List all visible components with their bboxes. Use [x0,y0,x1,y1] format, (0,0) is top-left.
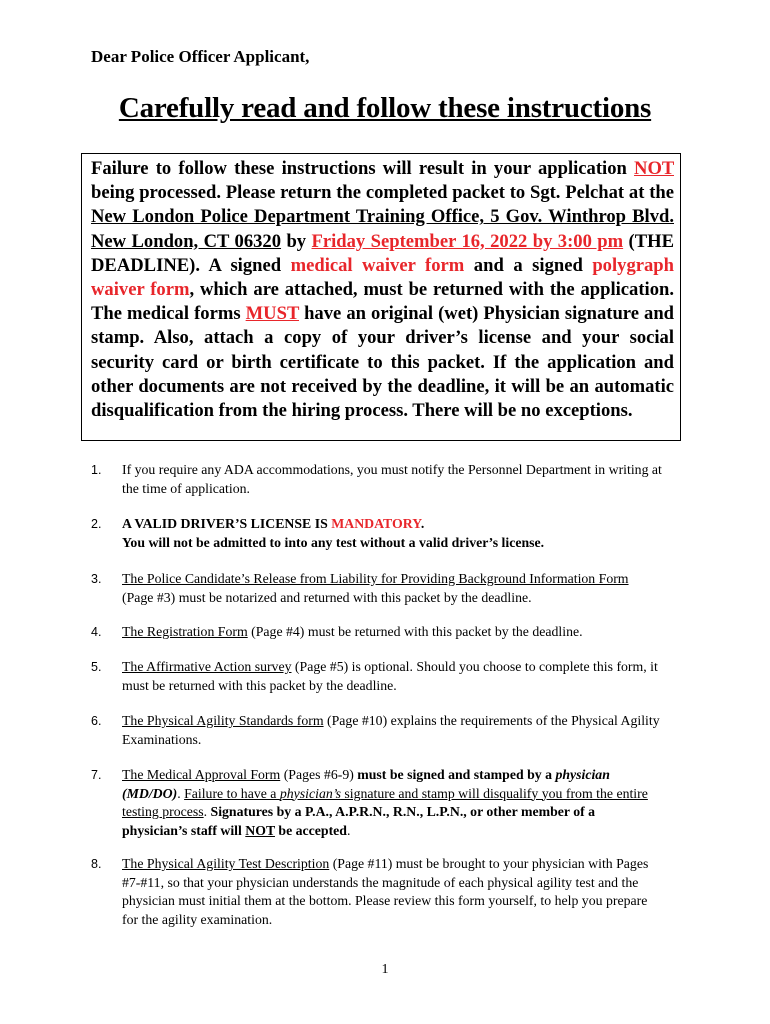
list-item-text [122,766,662,840]
notice-s5: and a signed [464,254,593,276]
license-line2: You will not be admitted to into any test without a valid driver’s license. [122,534,545,550]
physician-emphasis: physician (MD/DO) [122,767,610,801]
list-number: 7. [91,768,102,782]
list-number: 6. [91,714,102,728]
notice-s7: have an original (wet) Physician signature and stamp. Also, attach a copy of your driver’s license and your social security card or birth certificate to this packet. If the application and other documents are not received by the deadline, it will be an automatic disqualification from the hiring process. There will be no exceptions. [91,303,674,422]
affirmative-survey-title: The Affirmative Action survey [122,659,292,674]
disqualify-text: signature and stamp will disqualify you from the entire testing process [122,785,648,819]
mandatory-emphasis: MANDATORY [331,516,421,531]
list-number: 3. [91,572,102,586]
notice-medical-waiver: medical waiver form [290,254,465,276]
accepted-text: be accepted [274,822,347,838]
agility-description-text: (Page #11) must be brought to your physician with Pages #7-#11, so that your physician understands the magnitude of each physical agility test and the physician must initial them at the bottom. Please review this form yourself, to help you prepare for the agility examination. [122,856,649,927]
notice-text [91,154,674,423]
greeting: Dear Police Officer Applicant, [91,47,310,66]
registration-form-text: (Page #4) must be returned with this packet by the deadline. [247,624,583,639]
medical-approval-title: The Medical Approval Form [122,767,281,782]
list-item-text: If you require any ADA accommodations, you must notify the Personnel Department in writing at the time of application. [122,462,662,496]
list-item-text [122,623,662,642]
license-period: . [420,516,425,531]
list-item-text [122,712,662,749]
list-number: 4. [91,625,102,639]
page-number: 1 [381,962,389,977]
release-form-text: (Page #3) must be notarized and returned with this packet by the deadline. [122,589,532,605]
agility-standards-text: (Page #10) explains the requirements of the Physical Agility Examinations. [122,713,660,747]
list-item-text [122,570,662,607]
page-title: Carefully read and follow these instructions [118,92,652,124]
notice-s4: (THE DEADLINE). A signed [91,230,675,276]
release-form-title: The Police Candidate’s Release from Liability for Providing Background Information Form [122,571,629,586]
physicians-emphasis: physician’s [279,785,341,801]
notice-s2: being processed. Please return the completed packet to Sgt. Pelchat at the [91,182,674,204]
notice-polygraph-waiver: polygraph waiver form [91,254,674,301]
notice-s6: , which are attached, must be returned with the application. The medical forms [91,279,674,325]
notice-not-emphasis: NOT [634,158,674,179]
notice-s1: Failure to follow these instructions will result in your application [91,158,635,179]
list-item-text [122,658,662,695]
list-number: 1. [91,463,102,477]
notice-deadline: Friday September 16, 2022 by 3:00 pm [311,230,624,252]
list-number: 8. [91,857,102,871]
agility-description-title: The Physical Agility Test Description [122,856,330,871]
list-number: 2. [91,517,102,531]
notice-box [81,153,681,441]
failure-text: Failure to have a [184,785,280,801]
affirmative-survey-text: (Page #5) is optional. Should you choose to complete this form, it must be returned with this packet by the deadline. [122,659,658,693]
notice-address: New London Police Department Training Office, 5 Gov. Winthrop Blvd. New London, CT 06320 [91,206,674,252]
agility-standards-title: The Physical Agility Standards form [122,713,324,728]
registration-form-title: The Registration Form [122,624,248,639]
notice-s3: by [281,230,312,252]
not-emphasis: NOT [245,822,275,838]
medical-end: . [346,822,351,838]
signed-stamped-text: must be signed and stamped by a [357,767,556,782]
notice-must-emphasis: MUST [245,303,300,325]
medical-sep1: . [177,785,185,801]
license-text: A VALID DRIVER’S LICENSE IS [122,516,332,531]
list-item-text [122,515,662,552]
medical-sep2: . [203,804,211,819]
signatures-text: Signatures by a P.A., A.P.R.N., R.N., L.P.N., or other member of a physician’s staff will [122,804,596,838]
medical-pages: (Pages #6-9) [280,767,358,782]
list-number: 5. [91,660,102,674]
list-item-text [122,855,662,929]
